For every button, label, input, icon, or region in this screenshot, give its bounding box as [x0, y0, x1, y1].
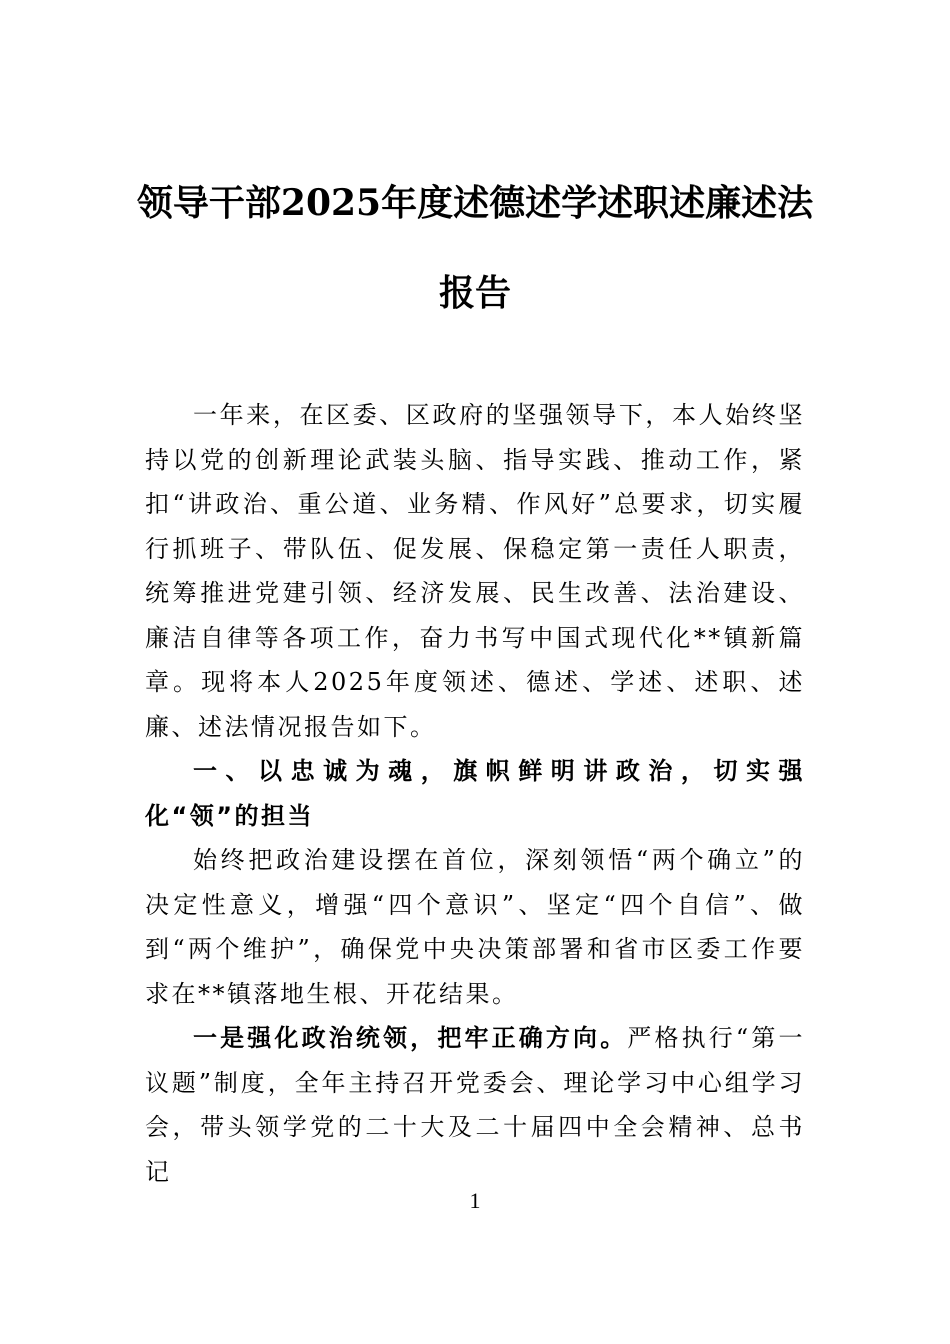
page-number: 1 [469, 1188, 481, 1213]
title-line-1: 领导干部2025年度述德述学述职述廉述法 [136, 182, 814, 224]
document-title [120, 158, 830, 338]
item-1-body: 严格执行“第一议题”制度，全年主持召开党委会、理论学习中心组学习会，带头领学党的二十大及二十届四中全会精神、总书记 [145, 1024, 805, 1186]
document-body [145, 393, 805, 1194]
intro-paragraph: 一年来，在区委、区政府的坚强领导下，本人始终坚持以党的创新理论武装头脑、指导实践、推动工作，紧扣“讲政治、重公道、业务精、作风好”总要求，切实履行抓班子、带队伍、促发展、保稳定第一责任人职责，统筹推进党建引领、经济发展、民生改善、法治建设、廉洁自律等各项工作，奋力书写中国式现代化**镇新篇章。现将本人2025年度领述、德述、学述、述职、述廉、述法情况报告如下。 [145, 401, 805, 741]
section-1-paragraph: 始终把政治建设摆在首位，深刻领悟“两个确立”的决定性意义，增强“四个意识”、坚定“四个自信”、做到“两个维护”，确保党中央决策部署和省市区委工作要求在**镇落地生根、开花结果。 [145, 846, 805, 1008]
item-1-paragraph [145, 1016, 805, 1194]
section-1-heading: 一、以忠诚为魂，旗帜鲜明讲政治，切实强化“领”的担当 [145, 757, 805, 830]
title-line-2: 报告 [438, 272, 511, 314]
item-1-lead: 一是强化政治统领，把牢正确方向。 [193, 1024, 628, 1052]
